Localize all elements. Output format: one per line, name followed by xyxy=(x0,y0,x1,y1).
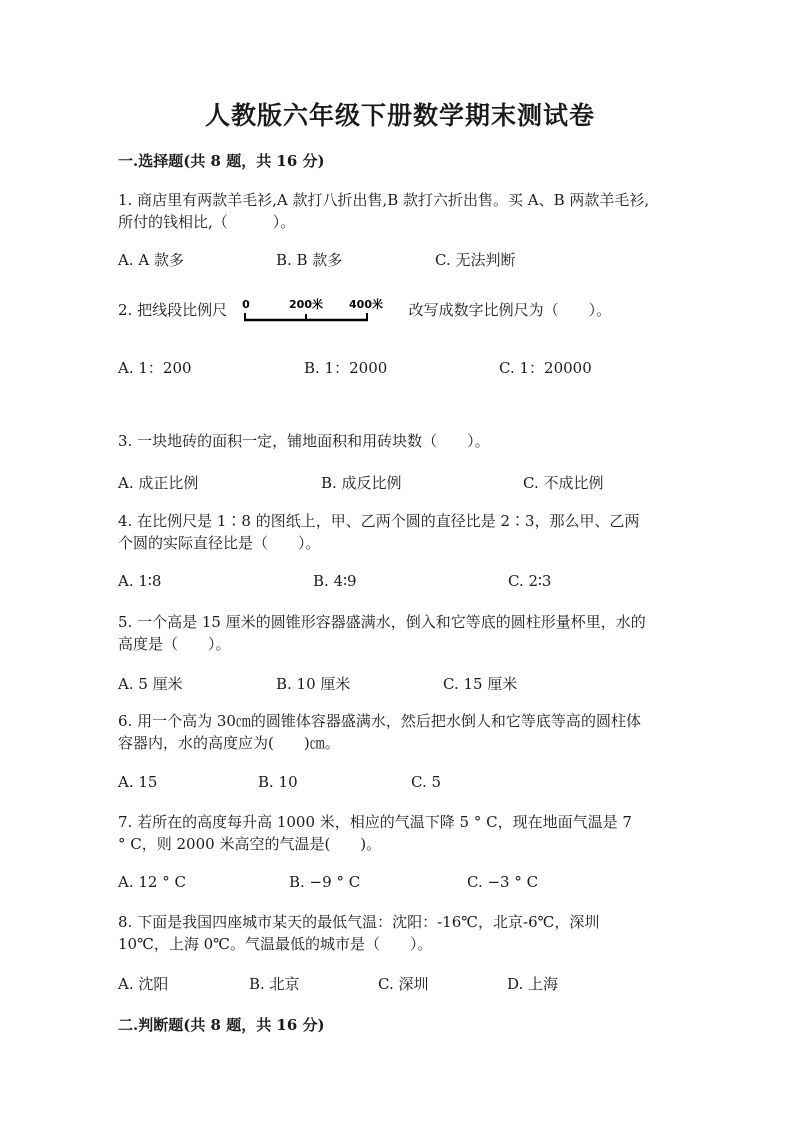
question-5-option-c[interactable]: C. 15 厘米 xyxy=(443,675,518,693)
question-1-option-b[interactable]: B. B 款多 xyxy=(276,251,343,269)
question-3-option-a[interactable]: A. 成正比例 xyxy=(118,474,199,492)
question-8-option-c[interactable]: C. 深圳 xyxy=(378,975,429,993)
question-4-option-b[interactable]: B. 4∶9 xyxy=(313,572,357,590)
question-5-line-1: 5. 一个高是 15 厘米的圆锥形容器盛满水，倒入和它等底的圆柱形量杯里，水的 xyxy=(118,613,646,631)
question-6-option-c[interactable]: C. 5 xyxy=(411,773,442,791)
question-5-option-a[interactable]: A. 5 厘米 xyxy=(118,675,183,693)
question-8-line-1: 8. 下面是我国四座城市某天的最低气温：沈阳：-16℃，北京-6℃，深圳 xyxy=(118,913,600,931)
question-2 xyxy=(118,296,611,326)
question-5-option-b[interactable]: B. 10 厘米 xyxy=(276,675,351,693)
question-3-line-1: 3. 一块地砖的面积一定，铺地面积和用砖块数（ ）。 xyxy=(118,432,490,450)
question-6-option-a[interactable]: A. 15 xyxy=(118,773,158,791)
question-8-option-a[interactable]: A. 沈阳 xyxy=(118,975,169,993)
question-4-line-2: 个圆的实际直径比是（ ）。 xyxy=(118,534,321,552)
question-2-option-a[interactable]: A. 1：200 xyxy=(118,359,192,377)
page-title: 人教版六年级下册数学期末测试卷 xyxy=(204,101,595,130)
question-1-option-c[interactable]: C. 无法判断 xyxy=(435,251,516,269)
question-8-option-d[interactable]: D. 上海 xyxy=(507,975,559,993)
scale-label-0: 0 xyxy=(242,298,250,311)
question-7-option-b[interactable]: B. −9 ° C xyxy=(289,873,361,891)
question-2-suffix: 改写成数字比例尺为（ ）。 xyxy=(408,301,612,319)
question-1-option-a[interactable]: A. A 款多 xyxy=(118,251,184,269)
question-2-option-c[interactable]: C. 1：20000 xyxy=(499,359,592,377)
question-8 xyxy=(118,911,688,955)
section-heading-choice: 一.选择题(共 8 题，共 16 分) xyxy=(118,152,325,170)
question-5 xyxy=(118,611,688,655)
question-1 xyxy=(118,189,688,233)
line-segment-scale-figure xyxy=(238,296,398,326)
question-8-option-b[interactable]: B. 北京 xyxy=(249,975,300,993)
question-7-line-1: 7. 若所在的高度每升高 1000 米，相应的气温下降 5 ° C，现在地面气温是 7 xyxy=(118,813,632,831)
question-2-option-b[interactable]: B. 1：2000 xyxy=(304,359,388,377)
question-4 xyxy=(118,510,688,554)
scale-label-200: 200米 xyxy=(288,298,323,311)
question-1-line-1: 1. 商店里有两款羊毛衫,A 款打八折出售,B 款打六折出售。买 A、B 两款羊毛衫, xyxy=(118,191,650,209)
question-7-option-a[interactable]: A. 12 ° C xyxy=(118,873,186,891)
question-6-line-2: 容器内，水的高度应为( )㎝。 xyxy=(118,734,340,752)
question-3-option-b[interactable]: B. 成反比例 xyxy=(321,474,402,492)
question-6 xyxy=(118,710,688,754)
question-1-line-2: 所付的钱相比,（ ）。 xyxy=(118,213,296,231)
section-heading-judgement: 二.判断题(共 8 题，共 16 分) xyxy=(118,1016,325,1034)
question-7-line-2: ° C，则 2000 米高空的气温是( )。 xyxy=(118,835,382,853)
question-3 xyxy=(118,430,688,452)
question-6-line-1: 6. 用一个高为 30㎝的圆锥体容器盛满水，然后把水倒人和它等底等高的圆柱体 xyxy=(118,712,641,730)
question-4-option-a[interactable]: A. 1∶8 xyxy=(118,572,162,590)
question-4-option-c[interactable]: C. 2∶3 xyxy=(508,572,552,590)
question-6-option-b[interactable]: B. 10 xyxy=(258,773,298,791)
question-7 xyxy=(118,811,688,855)
scale-label-400: 400米 xyxy=(348,298,383,311)
question-3-option-c[interactable]: C. 不成比例 xyxy=(523,474,604,492)
question-5-line-2: 高度是（ ）。 xyxy=(118,635,231,653)
question-7-option-c[interactable]: C. −3 ° C xyxy=(467,873,539,891)
question-8-line-2: 10℃，上海 0℃。气温最低的城市是（ ）。 xyxy=(118,935,433,953)
question-4-line-1: 4. 在比例尺是 1∶8 的图纸上，甲、乙两个圆的直径比是 2∶3，那么甲、乙两 xyxy=(118,512,640,530)
question-2-prefix: 2. 把线段比例尺 xyxy=(118,301,228,319)
